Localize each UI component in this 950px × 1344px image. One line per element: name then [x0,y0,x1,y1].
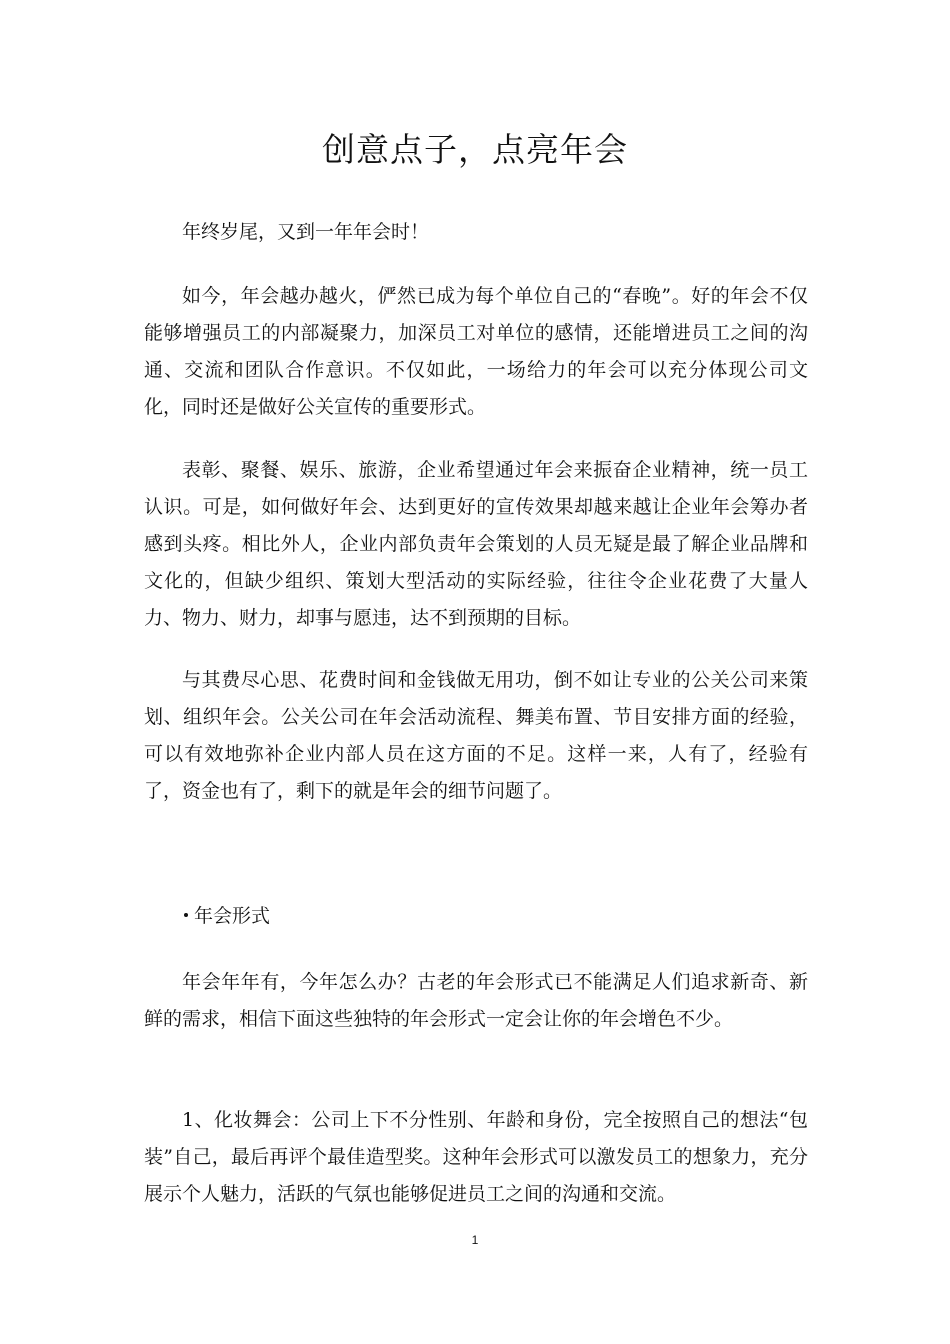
paragraph-problem: 表彰、聚餐、娱乐、旅游，企业希望通过年会来振奋企业精神，统一员工认识。可是，如何做好年会、达到更好的宣传效果却越来越让企业年会筹办者感到头疼。相比外人，企业内部负责年会策划的人员无疑是最了解企业品牌和文化的，但缺少组织、策划大型活动的实际经验，往往令企业花费了大量人力、物力、财力，却事与愿违，达不到预期的目标。 [144,459,808,629]
bullet-icon [184,913,188,917]
section-heading [184,898,270,935]
section-heading-text: 年会形式 [194,905,271,927]
paragraph-background: 如今，年会越办越火，俨然已成为每个单位自己的“春晚”。好的年会不仅能够增强员工的内部凝聚力，加深员工对单位的感情，还能增进员工之间的沟通、交流和团队合作意识。不仅如此，一场给力的年会可以充分体现公司文化，同时还是做好公关宣传的重要形式。 [144,285,808,418]
paragraph-item-1: 1、化妆舞会：公司上下不分性别、年龄和身份，完全按照自己的想法“包装”自己，最后再评个最佳造型奖。这种年会形式可以激发员工的想象力，充分展示个人魅力，活跃的气氛也能够促进员工之间的沟通和交流。 [144,1109,808,1205]
page-number: 1 [471,1233,479,1247]
paragraph-solution: 与其费尽心思、花费时间和金钱做无用功，倒不如让专业的公关公司来策划、组织年会。公关公司在年会活动流程、舞美布置、节目安排方面的经验，可以有效地弥补企业内部人员在这方面的不足。这样一来，人有了，经验有了，资金也有了，剩下的就是年会的细节问题了。 [144,669,808,802]
paragraph-intro: 年终岁尾，又到一年年会时！ [182,221,430,243]
paragraph-section-intro: 年会年年有，今年怎么办？古老的年会形式已不能满足人们追求新奇、新鲜的需求，相信下面这些独特的年会形式一定会让你的年会增色不少。 [144,971,808,1030]
document-title: 创意点子，点亮年会 [322,130,628,169]
